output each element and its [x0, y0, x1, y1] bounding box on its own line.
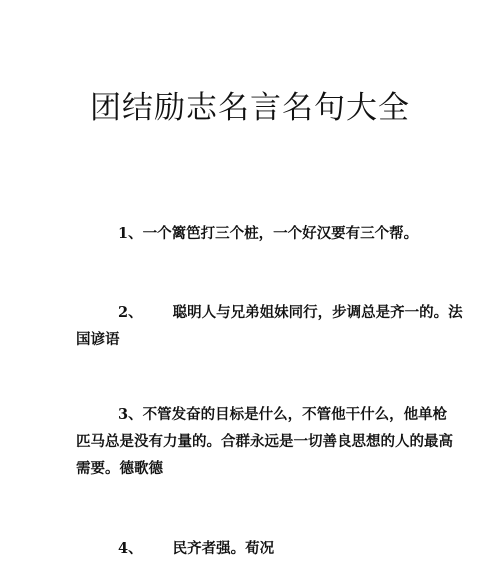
quote-line: 需要。德歌德 [76, 460, 163, 477]
quote-text: 一个篱笆打三个桩，一个好汉要有三个帮。 [142, 225, 419, 242]
document-title: 团结励志名言名句大全 [90, 90, 410, 126]
quote-line: 匹马总是没有力量的。合群永远是一切善良思想的人的最高 [76, 433, 453, 450]
quote-item-3 [76, 401, 453, 482]
quote-item-1 [76, 220, 436, 247]
quote-item-4 [76, 535, 436, 562]
quote-line [76, 299, 463, 326]
quote-number: 2、 [118, 304, 143, 321]
quote-line [76, 535, 436, 562]
quote-number: 4、 [118, 540, 143, 557]
quote-line: 国谚语 [76, 331, 120, 348]
quote-item-2 [76, 299, 463, 353]
quote-number: 1、 [118, 225, 143, 242]
quote-line [76, 220, 436, 247]
quote-number: 3、 [118, 406, 143, 423]
quote-line [76, 401, 448, 428]
quote-text: 民齐者强。荀况 [172, 540, 275, 557]
quote-text: 不管发奋的目标是什么，不管他干什么，他单枪 [142, 406, 448, 423]
quote-text: 聪明人与兄弟姐妹同行，步调总是齐一的。法 [172, 304, 463, 321]
